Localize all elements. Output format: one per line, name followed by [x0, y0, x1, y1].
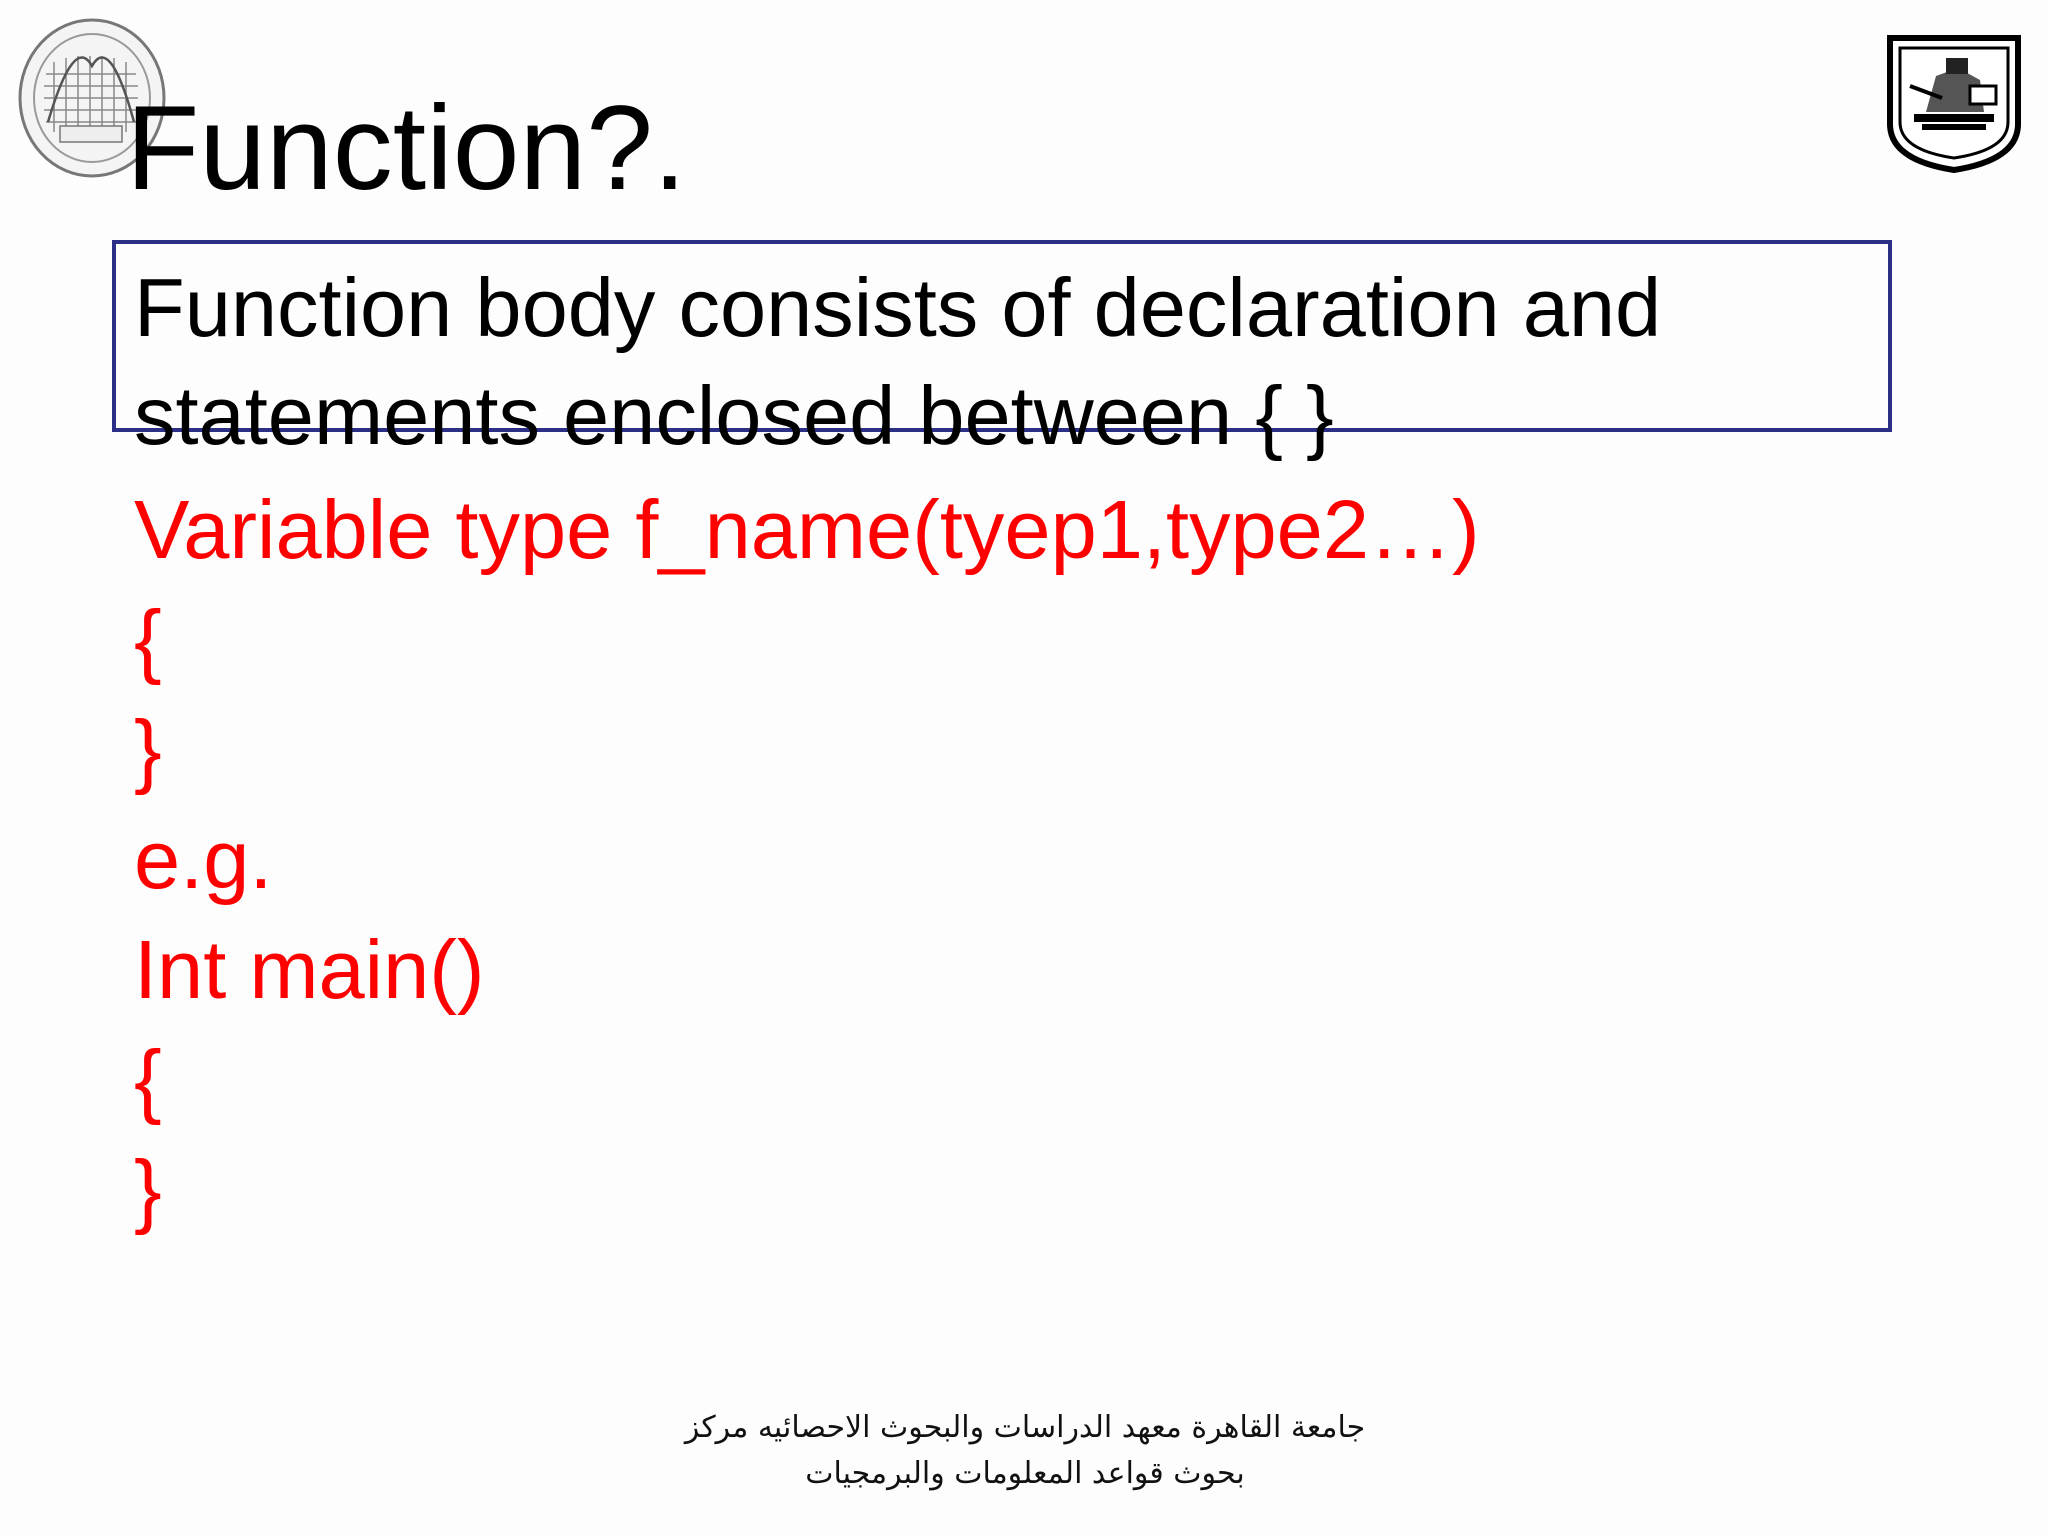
slide-description: Function body consists of declaration and statements enclosed between { }: [134, 261, 1662, 462]
cairo-university-crest-icon: [1884, 32, 2024, 174]
code-line: Int main(): [134, 923, 485, 1016]
code-line: }: [134, 1143, 162, 1236]
code-line: e.g.: [134, 813, 273, 906]
slide-footer: جامعة القاهرة معهد الدراسات والبحوث الاحصائيه مركز بحوث قواعد المعلومات والبرمجيات: [684, 1410, 1366, 1491]
code-line: Variable type f_name(tyep1,type2…): [134, 483, 1480, 576]
slide-title: Function?.: [126, 81, 687, 215]
code-line: }: [134, 703, 162, 796]
code-example: [134, 475, 1480, 1245]
code-line: {: [134, 593, 162, 686]
code-line: {: [134, 1033, 162, 1126]
